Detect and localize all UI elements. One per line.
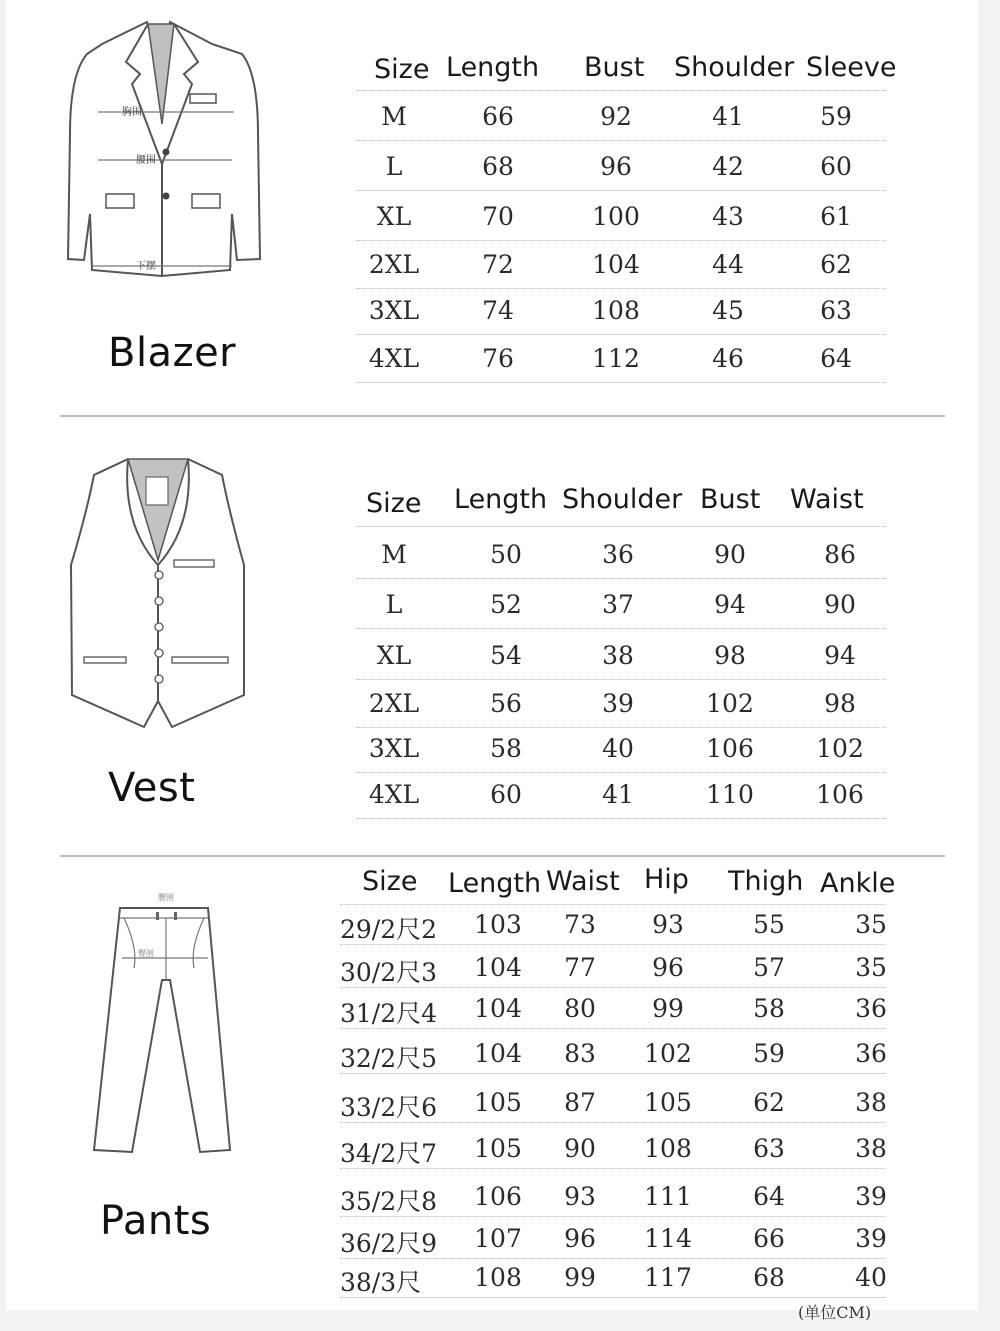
blazer-cell-bust: 100 — [592, 202, 640, 231]
blazer-cell-shoulder: 46 — [712, 344, 744, 373]
blazer-header-divider — [356, 90, 886, 91]
pants-row-divider — [340, 1122, 885, 1123]
pants-cell-ankle: 39 — [855, 1224, 887, 1253]
vest-cell-shoulder: 37 — [602, 590, 634, 619]
pants-header-size: Size — [362, 866, 418, 897]
vest-cell-shoulder: 36 — [602, 540, 634, 569]
pants-cell-size: 36/2尺9 — [340, 1229, 438, 1258]
vest-cell-bust: 98 — [714, 641, 746, 670]
pants-cell-hip: 102 — [644, 1039, 692, 1068]
pants-header-waist: Waist — [546, 866, 620, 897]
blazer-row-divider — [356, 240, 886, 241]
vest-cell-shoulder: 40 — [602, 734, 634, 763]
vest-header-size: Size — [366, 488, 422, 519]
section-divider-1 — [60, 415, 945, 417]
pants-cell-size: 35/2尺8 — [340, 1187, 438, 1216]
pants-cell-waist: 87 — [564, 1088, 596, 1117]
pants-cell-waist: 96 — [564, 1224, 596, 1253]
blazer-cell-size: 3XL — [368, 296, 420, 325]
blazer-cell-sleeve: 59 — [820, 102, 852, 131]
pants-cell-hip: 105 — [644, 1088, 692, 1117]
blazer-cell-size: L — [385, 152, 403, 181]
vest-header-bust: Bust — [700, 484, 761, 515]
pants-row-divider — [340, 1258, 885, 1259]
vest-cell-bust: 94 — [714, 590, 746, 619]
pants-header-hip: Hip — [644, 864, 689, 895]
blazer-title: Blazer — [108, 330, 237, 376]
blazer-cell-length: 72 — [482, 250, 514, 279]
vest-cell-length: 52 — [490, 590, 522, 619]
vest-row-divider — [356, 679, 886, 680]
blazer-cell-length: 76 — [482, 344, 514, 373]
blazer-cell-size: 2XL — [368, 250, 420, 279]
pants-cell-thigh: 57 — [753, 953, 785, 982]
vest-cell-length: 54 — [490, 641, 522, 670]
pants-cell-size: 32/2尺5 — [340, 1044, 438, 1073]
blazer-cell-length: 66 — [482, 102, 514, 131]
pants-cell-size: 38/3尺 — [340, 1268, 422, 1297]
vest-cell-shoulder: 39 — [602, 689, 634, 718]
pants-cell-length: 103 — [474, 910, 522, 939]
blazer-hem-label: 下摆 — [136, 261, 156, 272]
blazer-header-length: Length — [446, 52, 540, 83]
pants-cell-hip: 108 — [644, 1134, 692, 1163]
pants-cell-thigh: 58 — [753, 994, 785, 1023]
blazer-cell-shoulder: 42 — [712, 152, 744, 181]
blazer-cell-shoulder: 41 — [712, 102, 744, 131]
blazer-cell-length: 74 — [482, 296, 514, 325]
pants-row-divider — [340, 1028, 885, 1029]
pants-cell-hip: 93 — [652, 910, 684, 939]
pants-cell-waist: 99 — [564, 1263, 596, 1292]
blazer-row-divider — [356, 140, 886, 141]
pants-cell-length: 104 — [474, 953, 522, 982]
pants-cell-size: 29/2尺2 — [340, 915, 438, 944]
blazer-header-shoulder: Shoulder — [674, 52, 795, 83]
blazer-cell-shoulder: 45 — [712, 296, 744, 325]
vest-cell-bust: 90 — [714, 540, 746, 569]
pants-cell-hip: 96 — [652, 953, 684, 982]
blazer-cell-bust: 112 — [592, 344, 640, 373]
vest-cell-shoulder: 38 — [602, 641, 634, 670]
pants-cell-ankle: 38 — [855, 1134, 887, 1163]
pants-cell-waist: 80 — [564, 994, 596, 1023]
blazer-waist-label: 腰围 — [136, 155, 156, 166]
vest-cell-waist: 98 — [824, 689, 856, 718]
vest-row-divider — [356, 772, 886, 773]
blazer-cell-bust: 104 — [592, 250, 640, 279]
vest-title: Vest — [108, 765, 196, 811]
pants-row-divider — [340, 1297, 885, 1298]
blazer-cell-length: 70 — [482, 202, 514, 231]
vest-cell-length: 56 — [490, 689, 522, 718]
blazer-header-size: Size — [374, 54, 430, 85]
pants-cell-size: 30/2尺3 — [340, 958, 438, 987]
blazer-illustration — [62, 14, 267, 284]
vest-cell-bust: 102 — [706, 689, 754, 718]
vest-row-divider — [356, 578, 886, 579]
vest-cell-size: 2XL — [368, 689, 420, 718]
section-divider-2 — [60, 855, 945, 857]
vest-row-divider — [356, 727, 886, 728]
pants-cell-size: 31/2尺4 — [340, 999, 438, 1028]
pants-cell-thigh: 59 — [753, 1039, 785, 1068]
vest-cell-bust: 110 — [706, 780, 754, 809]
pants-row-divider — [340, 1216, 885, 1217]
pants-cell-ankle: 40 — [855, 1263, 887, 1292]
blazer-cell-size: XL — [376, 202, 412, 231]
pants-header-divider — [340, 904, 885, 905]
vest-cell-length: 60 — [490, 780, 522, 809]
blazer-cell-size: 4XL — [368, 344, 420, 373]
vest-cell-waist: 90 — [824, 590, 856, 619]
pants-cell-length: 106 — [474, 1182, 522, 1211]
vest-header-divider — [356, 526, 886, 527]
blazer-cell-bust: 108 — [592, 296, 640, 325]
blazer-cell-sleeve: 64 — [820, 344, 852, 373]
pants-title: Pants — [100, 1198, 212, 1244]
pants-cell-ankle: 35 — [855, 910, 887, 939]
vest-row-divider — [356, 818, 886, 819]
pants-cell-length: 107 — [474, 1224, 522, 1253]
pants-waist-label: 腰围 — [158, 893, 174, 902]
blazer-cell-shoulder: 43 — [712, 202, 744, 231]
blazer-row-divider — [356, 288, 886, 289]
vest-illustration — [66, 455, 251, 730]
vest-row-divider — [356, 628, 886, 629]
pants-cell-length: 104 — [474, 1039, 522, 1068]
vest-header-waist: Waist — [790, 484, 864, 515]
pants-header-ankle: Ankle — [820, 868, 896, 899]
blazer-row-divider — [356, 382, 886, 383]
pants-row-divider — [340, 944, 885, 945]
blazer-cell-sleeve: 61 — [820, 202, 852, 231]
pants-illustration — [90, 888, 240, 1160]
pants-header-length: Length — [448, 868, 542, 899]
blazer-header-sleeve: Sleeve — [806, 52, 897, 83]
blazer-cell-shoulder: 44 — [712, 250, 744, 279]
pants-cell-waist: 77 — [564, 953, 596, 982]
vest-cell-size: 4XL — [368, 780, 420, 809]
pants-cell-length: 104 — [474, 994, 522, 1023]
vest-cell-shoulder: 41 — [602, 780, 634, 809]
vest-cell-waist: 106 — [816, 780, 864, 809]
pants-hip-label: 臀围 — [138, 949, 154, 958]
pants-cell-length: 105 — [474, 1134, 522, 1163]
pants-cell-ankle: 36 — [855, 1039, 887, 1068]
vest-cell-waist: 102 — [816, 734, 864, 763]
blazer-header-bust: Bust — [584, 52, 645, 83]
pants-cell-length: 105 — [474, 1088, 522, 1117]
pants-header-thigh: Thigh — [728, 866, 804, 897]
pants-cell-ankle: 38 — [855, 1088, 887, 1117]
pants-row-divider — [340, 1168, 885, 1169]
blazer-cell-sleeve: 62 — [820, 250, 852, 279]
pants-cell-length: 108 — [474, 1263, 522, 1292]
pants-cell-thigh: 62 — [753, 1088, 785, 1117]
blazer-bust-label: 胸围 — [122, 107, 142, 118]
pants-cell-thigh: 68 — [753, 1263, 785, 1292]
vest-cell-waist: 94 — [824, 641, 856, 670]
pants-cell-waist: 73 — [564, 910, 596, 939]
pants-row-divider — [340, 1073, 885, 1074]
pants-cell-thigh: 64 — [753, 1182, 785, 1211]
pants-cell-thigh: 66 — [753, 1224, 785, 1253]
blazer-row-divider — [356, 190, 886, 191]
vest-header-length: Length — [454, 484, 548, 515]
vest-cell-size: M — [381, 540, 407, 569]
vest-cell-size: XL — [376, 641, 412, 670]
pants-cell-ankle: 39 — [855, 1182, 887, 1211]
pants-cell-waist: 90 — [564, 1134, 596, 1163]
vest-cell-length: 50 — [490, 540, 522, 569]
pants-cell-size: 33/2尺6 — [340, 1093, 438, 1122]
pants-cell-hip: 99 — [652, 994, 684, 1023]
unit-note: (单位CM) — [798, 1303, 872, 1322]
pants-cell-ankle: 35 — [855, 953, 887, 982]
blazer-cell-sleeve: 63 — [820, 296, 852, 325]
pants-row-divider — [340, 987, 885, 988]
blazer-cell-size: M — [381, 102, 407, 131]
vest-cell-bust: 106 — [706, 734, 754, 763]
blazer-cell-sleeve: 60 — [820, 152, 852, 181]
blazer-row-divider — [356, 334, 886, 335]
blazer-cell-length: 68 — [482, 152, 514, 181]
pants-cell-thigh: 55 — [753, 910, 785, 939]
blazer-cell-bust: 92 — [600, 102, 632, 131]
pants-cell-thigh: 63 — [753, 1134, 785, 1163]
pants-cell-hip: 111 — [644, 1182, 692, 1211]
pants-cell-waist: 93 — [564, 1182, 596, 1211]
pants-cell-ankle: 36 — [855, 994, 887, 1023]
vest-cell-size: L — [385, 590, 403, 619]
vest-cell-length: 58 — [490, 734, 522, 763]
pants-cell-size: 34/2尺7 — [340, 1139, 438, 1168]
pants-cell-waist: 83 — [564, 1039, 596, 1068]
pants-cell-hip: 114 — [644, 1224, 692, 1253]
vest-header-shoulder: Shoulder — [562, 484, 683, 515]
pants-cell-hip: 117 — [644, 1263, 692, 1292]
vest-cell-waist: 86 — [824, 540, 856, 569]
vest-cell-size: 3XL — [368, 734, 420, 763]
blazer-cell-bust: 96 — [600, 152, 632, 181]
